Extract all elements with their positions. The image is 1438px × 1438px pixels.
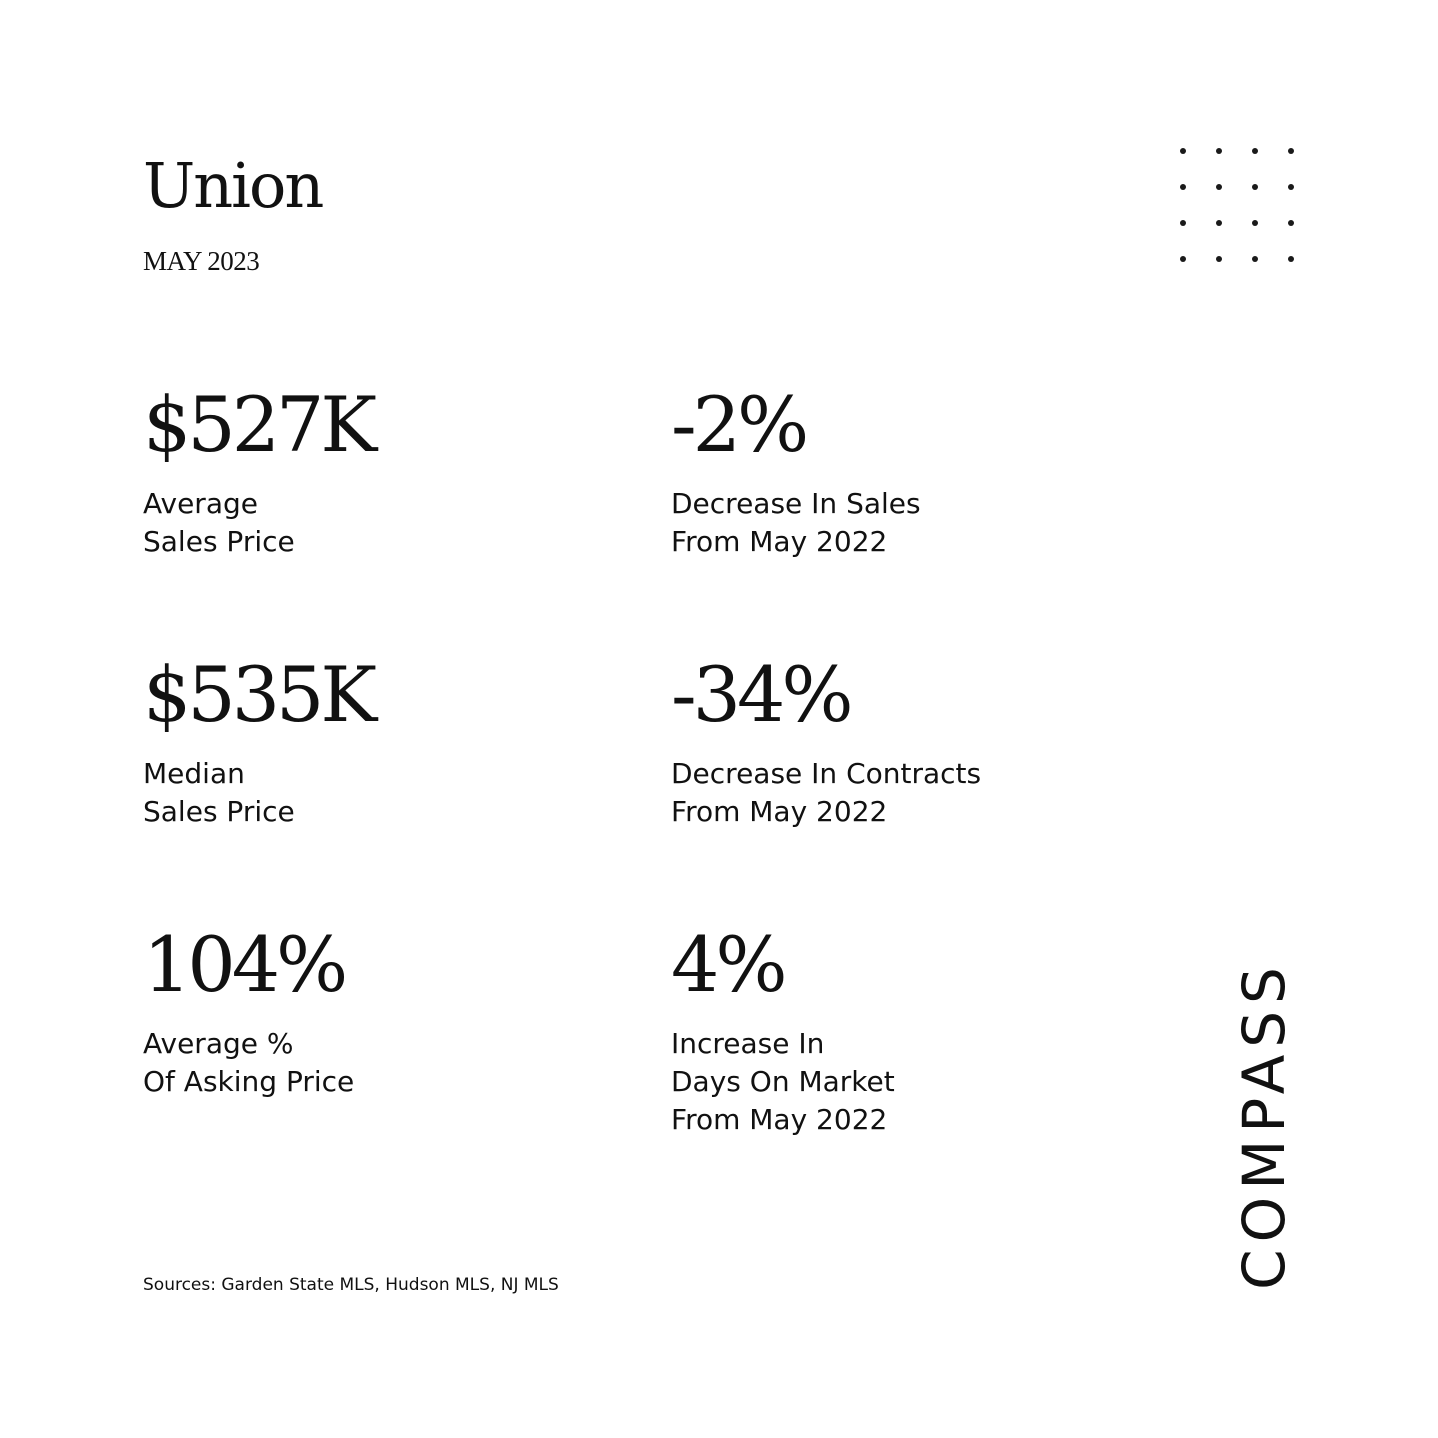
stat-label-line: From May 2022 bbox=[671, 525, 888, 558]
stat-value: -34% bbox=[671, 650, 850, 739]
stat-sales-change bbox=[671, 377, 921, 561]
stat-label-line: From May 2022 bbox=[671, 1103, 888, 1136]
stat-median-sales-price bbox=[143, 647, 373, 831]
dot bbox=[1252, 256, 1258, 262]
stat-value: 4% bbox=[671, 920, 784, 1009]
dot bbox=[1252, 184, 1258, 190]
stat-label-line: Sales Price bbox=[143, 525, 295, 558]
stat-label bbox=[143, 1025, 354, 1101]
dot bbox=[1216, 184, 1222, 190]
dot bbox=[1288, 148, 1294, 154]
dot bbox=[1216, 220, 1222, 226]
dot-grid-icon bbox=[1170, 138, 1304, 272]
stat-label bbox=[671, 485, 921, 561]
dot bbox=[1180, 256, 1186, 262]
stat-label-line: Sales Price bbox=[143, 795, 295, 828]
stat-label-line: Days On Market bbox=[671, 1065, 895, 1098]
stat-label bbox=[671, 1025, 895, 1139]
page-title: Union bbox=[143, 149, 323, 222]
dot bbox=[1288, 256, 1294, 262]
dot bbox=[1252, 220, 1258, 226]
stat-label bbox=[671, 755, 981, 831]
stat-value: $535K bbox=[143, 650, 374, 739]
dot bbox=[1252, 148, 1258, 154]
stat-label-line: From May 2022 bbox=[671, 795, 888, 828]
stat-label-line: Median bbox=[143, 757, 245, 790]
stat-value: -2% bbox=[671, 380, 806, 469]
stat-label-line: Decrease In Sales bbox=[671, 487, 921, 520]
sources-note: Sources: Garden State MLS, Hudson MLS, NJ MLS bbox=[143, 1275, 559, 1295]
stat-label bbox=[143, 485, 373, 561]
stat-label-line: Decrease In Contracts bbox=[671, 757, 982, 790]
compass-logo bbox=[1224, 962, 1304, 1288]
stat-average-sales-price bbox=[143, 377, 373, 561]
stat-days-on-market-change bbox=[671, 917, 895, 1139]
stat-label-line: Average bbox=[143, 487, 258, 520]
dot bbox=[1288, 220, 1294, 226]
stat-label-line: Average % bbox=[143, 1027, 294, 1060]
stat-label-line: Increase In bbox=[671, 1027, 825, 1060]
dot bbox=[1216, 148, 1222, 154]
logo-text: COMPASS bbox=[1230, 960, 1298, 1290]
stat-value: 104% bbox=[143, 920, 345, 1009]
stat-label-line: Of Asking Price bbox=[143, 1065, 355, 1098]
report-date: MAY 2023 bbox=[143, 246, 260, 276]
dot bbox=[1288, 184, 1294, 190]
dot bbox=[1180, 184, 1186, 190]
dot bbox=[1180, 148, 1186, 154]
stat-label bbox=[143, 755, 373, 831]
stat-value: $527K bbox=[143, 380, 374, 469]
stat-contracts-change bbox=[671, 647, 981, 831]
dot bbox=[1216, 256, 1222, 262]
dot bbox=[1180, 220, 1186, 226]
stat-asking-price-ratio bbox=[143, 917, 354, 1101]
